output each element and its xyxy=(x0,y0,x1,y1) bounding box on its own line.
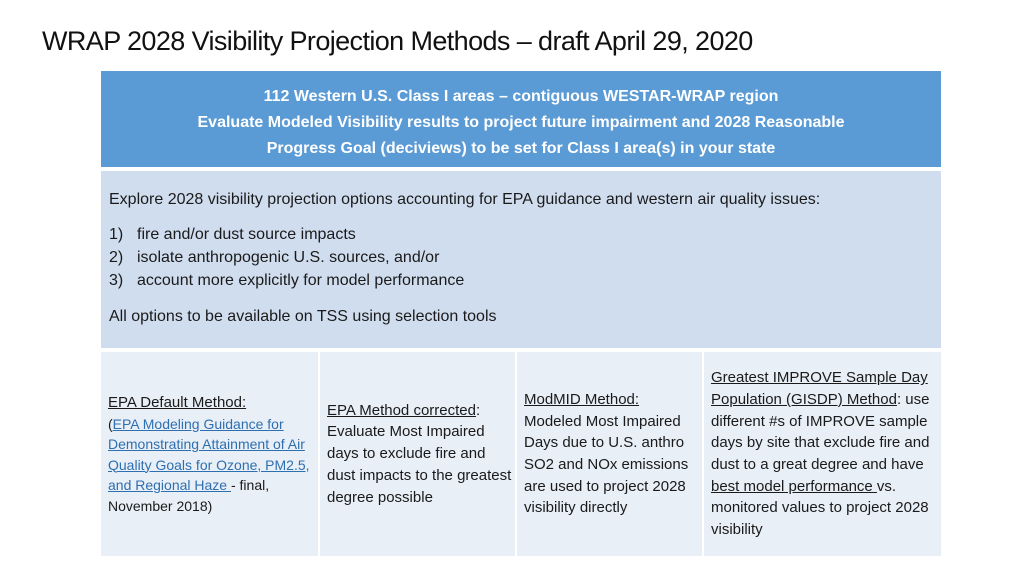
list-number: 3) xyxy=(109,272,124,289)
list-item xyxy=(109,223,941,246)
gisdp-body-1: : use different #s of IMPROVE sample days by site that exclude fire and dust to a great degree and have xyxy=(711,390,930,473)
epa-default-body xyxy=(108,414,318,517)
list-item xyxy=(109,269,941,292)
epa-guidance-link[interactable]: EPA Modeling Guidance for Demonstrating Attainment of Air Quality Goals for Ozone, PM2.5, and Regional Haze xyxy=(108,415,310,494)
epa-default-heading: EPA Default Method: xyxy=(108,393,247,411)
epa-corrected-heading: EPA Method corrected xyxy=(327,401,476,419)
explore-options-box xyxy=(101,171,941,350)
heading-colon: : xyxy=(475,401,481,419)
epa-corrected-method-cell xyxy=(320,352,517,556)
list-number: 2) xyxy=(109,249,124,266)
gisdp-body-2: vs. monitored values to project 2028 visibility xyxy=(711,477,929,539)
list-text: account more explicitly for model performance xyxy=(137,272,465,289)
options-note: All options to be available on TSS using selection tools xyxy=(109,308,497,325)
epa-default-method-cell xyxy=(101,352,320,556)
epa-corrected-text xyxy=(327,400,515,509)
gisdp-emphasis: best model performance xyxy=(711,477,877,495)
gisdp-heading: Greatest IMPROVE Sample Day Population (GISDP) Method xyxy=(711,369,928,408)
gisdp-text xyxy=(711,367,941,541)
list-text: isolate anthropogenic U.S. sources, and/or xyxy=(137,249,440,266)
header-line-3: Progress Goal (deciviews) to be set for Class I area(s) in your state xyxy=(266,140,776,157)
header-line-1: 112 Western U.S. Class I areas – contiguous WESTAR-WRAP region xyxy=(263,88,779,105)
summary-header-box xyxy=(101,71,941,169)
slide-title: WRAP 2028 Visibility Projection Methods – draft April 29, 2020 xyxy=(42,26,753,56)
epa-corrected-body: Evaluate Most Impaired days to exclude fire and dust impacts to the greatest degree possible xyxy=(327,423,512,506)
modmid-method-cell xyxy=(517,352,704,556)
open-paren: ( xyxy=(108,415,113,432)
header-line-2: Evaluate Modeled Visibility results to project future impairment and 2028 Reasonable xyxy=(197,114,845,131)
gisdp-method-cell xyxy=(704,352,941,556)
epa-default-suffix: - final, November 2018) xyxy=(108,477,270,514)
list-text: fire and/or dust source impacts xyxy=(137,226,356,243)
list-number: 1) xyxy=(109,226,124,243)
modmid-heading: ModMID Method: xyxy=(524,390,640,408)
explore-intro: Explore 2028 visibility projection options accounting for EPA guidance and western air quality issues: xyxy=(109,191,821,208)
list-item xyxy=(109,246,941,269)
methods-table xyxy=(101,352,941,556)
modmid-body: Modeled Most Impaired Days due to U.S. anthro SO2 and NOx emissions are used to project 2028 visibility directly xyxy=(524,412,689,517)
option-list xyxy=(109,223,941,292)
